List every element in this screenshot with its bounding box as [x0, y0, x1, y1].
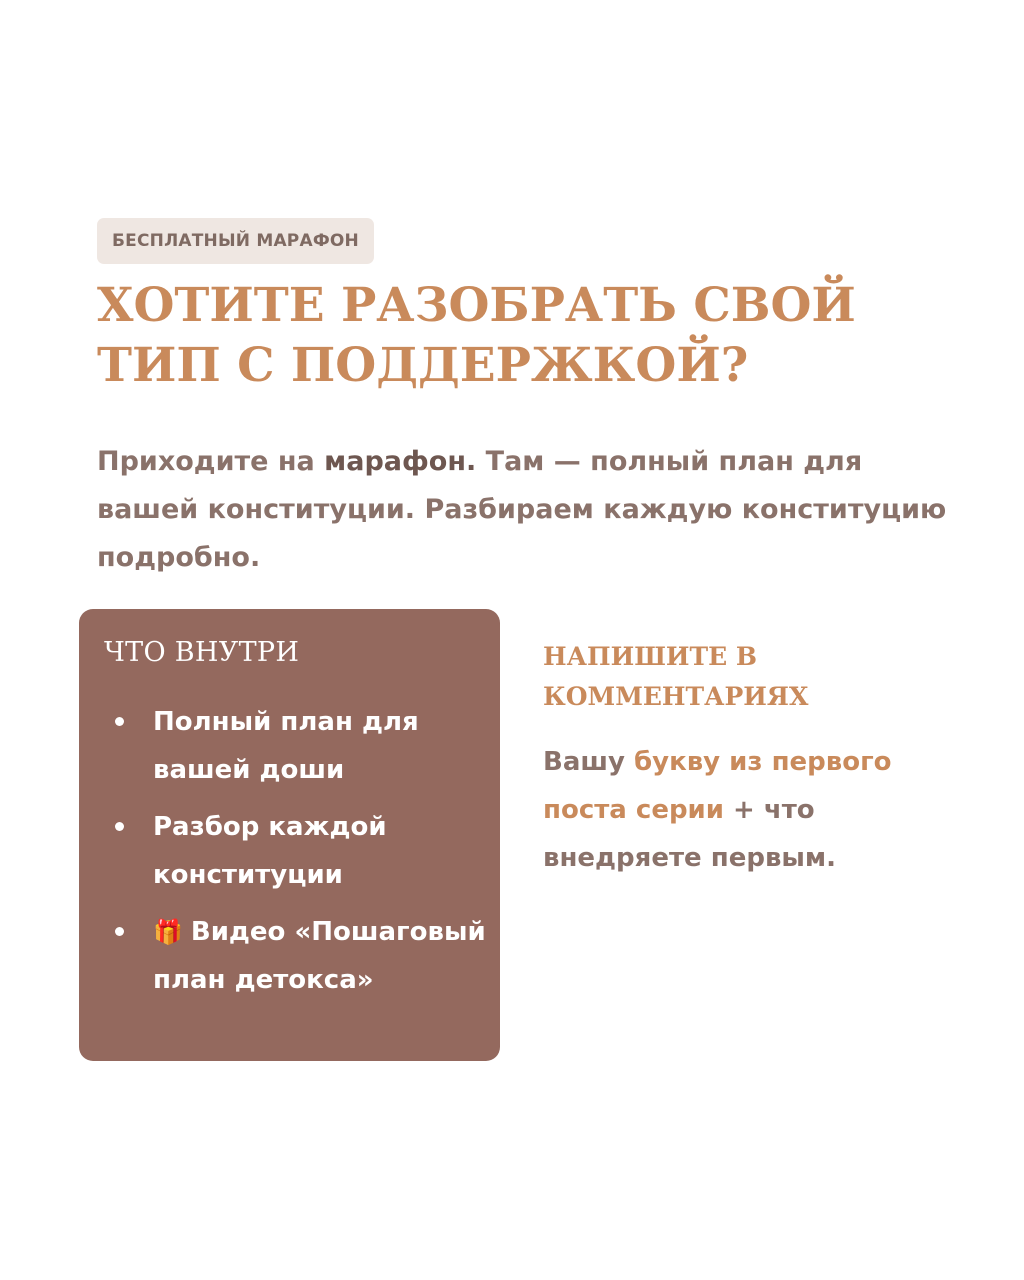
- intro-text: [97, 438, 947, 582]
- inside-card-title: ЧТО ВНУТРИ: [104, 637, 300, 668]
- list-item: [109, 698, 489, 794]
- page-title: ХОТИТЕ РАЗОБРАТЬ СВОЙ ТИП С ПОДДЕРЖКОЙ?: [97, 278, 856, 393]
- list-item-text: Полный план для вашей доши: [153, 707, 419, 785]
- inside-list: [109, 698, 489, 1013]
- comment-title: НАПИШИТЕ В КОММЕНТАРИЯХ: [543, 642, 809, 711]
- comment-text-part2: + что внедряете первым.: [543, 795, 837, 873]
- inside-card: [79, 609, 500, 1061]
- bullet-icon: [115, 717, 124, 726]
- intro-text-part2: Там — полный план для вашей конституции. Разбираем каждую конституцию подробно.: [97, 446, 947, 573]
- list-item-text: Разбор каждой конституции: [153, 812, 387, 890]
- intro-text-part1: Приходите на: [97, 446, 325, 477]
- comment-text-accent: букву из первого поста серии: [543, 747, 892, 825]
- comment-text: [543, 738, 963, 882]
- list-item: [109, 803, 489, 899]
- list-item: [109, 908, 489, 1004]
- bullet-icon: [115, 822, 124, 831]
- bullet-icon: [115, 927, 124, 936]
- intro-text-bold: марафон.: [324, 446, 477, 477]
- gift-icon: 🎁: [153, 918, 183, 946]
- comment-text-part1: Вашу: [543, 747, 634, 777]
- marathon-badge: БЕСПЛАТНЫЙ МАРАФОН: [97, 218, 374, 264]
- list-item-text: Видео «Пошаговый план детокса»: [153, 917, 486, 995]
